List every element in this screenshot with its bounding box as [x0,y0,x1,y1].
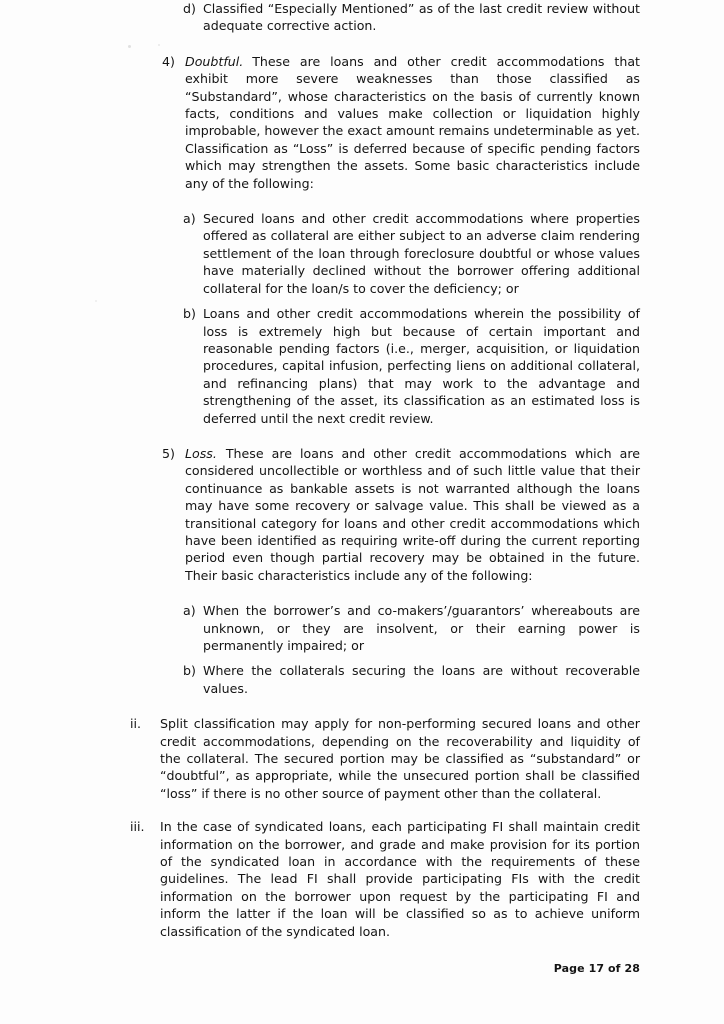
list-item-marker: iii. [130,819,145,835]
list-item-text [203,662,640,697]
list-item [0,210,724,297]
list-item-body: These are loans and other credit accommodations that exhibit more severe weaknesses than those classified as “Substandard”, whose characteristics on the basis of currently known facts, conditions and values make collection or liquidation highly improbable, however the exact amount remains undeterminable as yet. Classification as “Loss” is deferred because of specific pending factors which may strengthen the assets. Some basic characteristics include any of the following: [185,53,640,191]
list-item-text [203,602,640,654]
list-item-lead-term: Doubtful. [185,53,244,69]
list-item-marker: b) [183,306,196,322]
list-item-text [203,210,640,297]
list-item-marker: b) [183,663,196,679]
list-item-text [185,445,640,584]
list-item-body: Split classification may apply for non-performing secured loans and other credit accommodations, depending on the recoverability and liquidity of the collateral. The secured portion may be classified as “substandard” or “doubtful”, as appropriate, while the unsecured portion shall be classified “loss” if there is no other source of payment other than the collateral. [160,716,640,801]
list-item [0,662,724,697]
list-item-body: These are loans and other credit accommodations which are considered uncollectible or worthless and of such little value that their continuance as bankable assets is not warranted although the loans may have some recovery or salvage value. This shall be viewed as a transitional category for loans and other credit accommodations which have been identified as requiring write-off during the current reporting period even though partial recovery may be obtained in the future. Their basic characteristics include any of the following: [185,445,640,583]
list-item-lead-term: Loss. [185,445,217,461]
list-item-marker: d) [183,1,196,16]
list-item-body: Where the collaterals securing the loans are without recoverable values. [203,663,640,696]
list-item-marker: a) [183,603,196,619]
page-footer: Page 17 of 28 [553,962,640,975]
list-item-text [185,53,640,192]
list-item-body: When the borrower’s and co-makers’/guarantors’ whereabouts are unknown, or they are insolvent, or their earning power is permanently impaired; or [203,603,640,653]
list-item-marker: a) [183,211,196,227]
list-item-text [203,305,640,427]
list-item-marker: ii. [130,716,142,732]
list-item-text [160,818,640,940]
list-item-text [160,715,640,802]
list-item [0,305,724,427]
list-item-marker: 5) [162,445,175,461]
list-item [0,818,724,940]
list-item-body: Loans and other credit accommodations wherein the possibility of loss is extremely high but because of certain important and reasonable pending factors (i.e., merger, acquisition, or liquidation procedures, capital infusion, perfecting liens on additional collateral, and refinancing plans) that may work to the advantage and strengthening of the asset, its classification as an estimated loss is deferred until the next credit review. [203,306,640,426]
list-item-marker: 4) [162,53,175,69]
list-item-body: Classified “Especially Mentioned” as of the last credit review without adequate corrective action. [203,1,640,34]
list-item-body: Secured loans and other credit accommodations where properties offered as collateral are either subject to an adverse claim rendering settlement of the loan through foreclosure doubtful or whose values have materially declined without the borrower offering additional collateral for the loan/s to cover the deficiency; or [203,211,640,296]
list-item [0,602,724,654]
list-item [0,53,724,192]
list-item-body: In the case of syndicated loans, each participating FI shall maintain credit information on the borrower, and grade and make provision for its portion of the syndicated loan in accordance with the requirements of these guidelines. The lead FI shall provide participating FIs with the credit information on the borrower upon request by the participating FI and inform the latter if the loan will be classified so as to achieve uniform classification of the syndicated loan. [160,819,640,939]
list-item-text [203,0,640,35]
list-item [0,445,724,584]
list-item [0,0,724,35]
list-item [0,715,724,802]
